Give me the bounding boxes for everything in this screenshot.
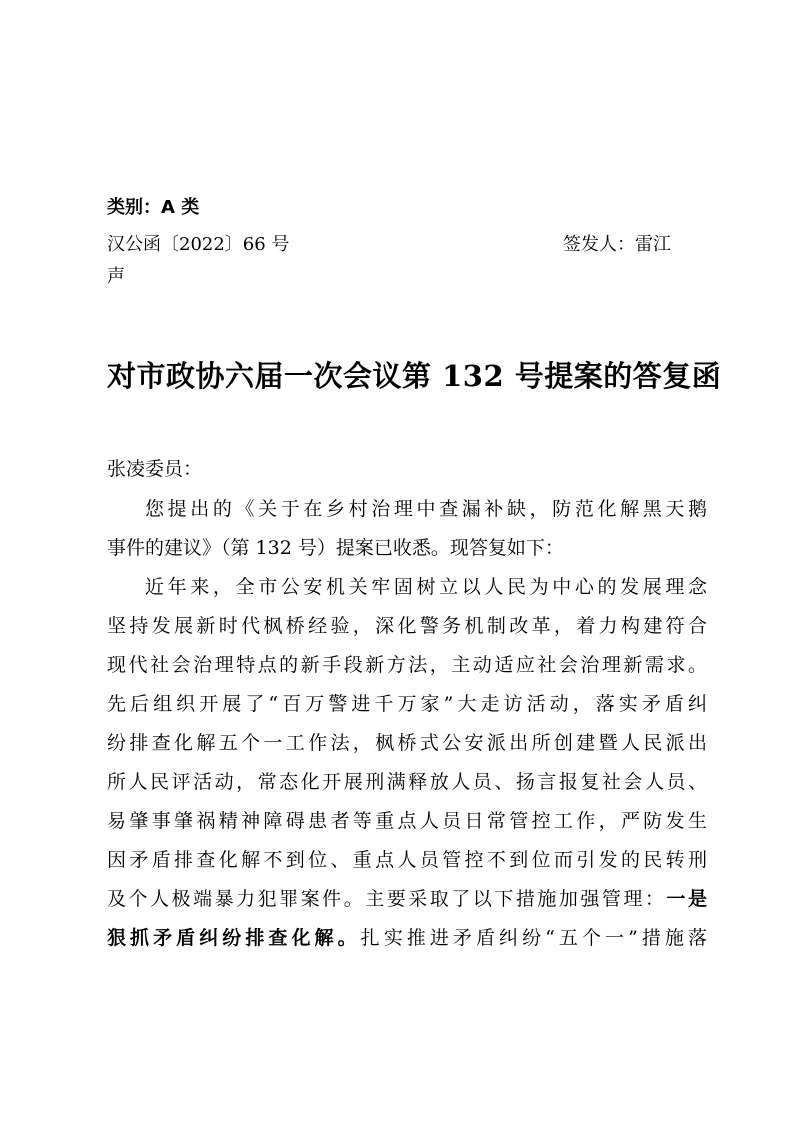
signer-label: 签发人：雷江: [563, 234, 671, 255]
paragraph-2-line-1: 近年来，全市公安机关牢固树立以人民为中心的发展理念: [145, 576, 707, 598]
salutation: 张凌委员：: [107, 458, 203, 480]
paragraph-2-line-10: [107, 919, 707, 958]
paragraph-2-line-10-bold: 狠抓矛盾纠纷排查化解。: [107, 927, 361, 949]
paragraph-2-line-4: 先后组织开展了“百万警进千万家”大走访活动，落实矛盾纠: [107, 693, 707, 715]
paragraph-2-line-9-text: 及个人极端暴力犯罪案件。主要采取了以下措施加强管理：: [107, 888, 667, 910]
paragraph-1-line-1: 您提出的《关于在乡村治理中查漏补缺，防范化解黑天鹅: [145, 498, 707, 520]
paragraph-2-line-2: 坚持发展新时代枫桥经验，深化警务机制改革，着力构建符合: [107, 615, 707, 637]
paragraph-2-line-5: 纷排查化解五个一工作法，枫桥式公安派出所创建暨人民派出: [107, 732, 707, 754]
paragraph-1-line-2: 事件的建议》（第 132 号）提案已收悉。现答复如下：: [107, 537, 564, 559]
category-label: 类别：A 类: [107, 197, 200, 218]
paragraph-2-line-7: 易肇事肇祸精神障碍患者等重点人员日常管控工作，严防发生: [107, 810, 707, 832]
paragraph-2-line-10-text: 扎实推进矛盾纠纷“五个一”措施落: [360, 927, 707, 949]
body-text: [107, 490, 707, 958]
paragraph-2-line-9: [107, 880, 707, 919]
paragraph-2-line-3: 现代社会治理特点的新手段新方法，主动适应社会治理新需求。: [107, 654, 707, 676]
document-title: 对市政协六届一次会议第 132 号提案的答复函: [107, 359, 722, 393]
paragraph-2-line-9-bold: 一是: [666, 888, 707, 910]
paragraph-2-line-6: 所人民评活动，常态化开展刑满释放人员、扬言报复社会人员、: [107, 771, 707, 793]
signer-name-continuation: 声: [107, 266, 125, 287]
paragraph-2-line-8: 因矛盾排查化解不到位、重点人员管控不到位而引发的民转刑: [107, 849, 707, 871]
document-number: 汉公函〔2022〕66 号: [107, 234, 290, 255]
